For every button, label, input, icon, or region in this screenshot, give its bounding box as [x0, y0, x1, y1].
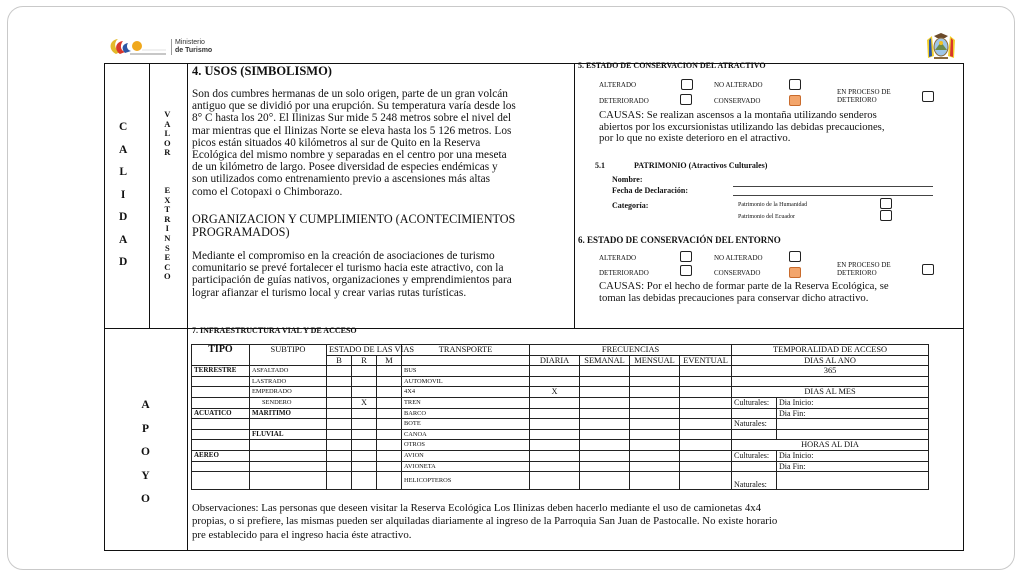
usos-line: 8° C hasta los 20°. El Ilinizas Sur mide 5 248 metros sobre el nivel del: [192, 112, 512, 125]
infraestructura-title: 7. INFRAESTRUCTURA VIAL Y DE ACCESO: [192, 326, 357, 335]
extrinseco-letter: E: [164, 252, 171, 263]
patrimonio-ecuador-checkbox[interactable]: [880, 210, 892, 221]
usos-paragraph: [192, 88, 516, 198]
coat-of-arms-icon: [924, 30, 958, 67]
causas-line: CAUSAS: Por el hecho de formar parte de la Reserva Ecológica, se: [599, 280, 889, 292]
infraestructura-table: [191, 344, 929, 490]
naturales-label: Naturales:: [732, 419, 777, 430]
dia-inicio-label: Dia Inicio:: [777, 397, 929, 408]
temporalidad-header: TEMPORALIDAD DE ACCESO: [732, 345, 929, 356]
ministry-emblem-icon: [106, 36, 168, 58]
apoyo-letter: Y: [141, 469, 150, 482]
organizacion-line: comunitario se prevé fortalecer el turismo hacia este atractivo, con la: [192, 262, 504, 275]
sendero-cell: SENDERO: [250, 397, 327, 408]
apoyo-letter: O: [141, 493, 150, 505]
usos-line: Son dos cumbres hermanas de un solo origen, parte de un gran volcán: [192, 88, 508, 100]
dias-al-mes-header: DIAS AL MES: [732, 387, 929, 398]
deteriorado-label: DETERIORADO: [599, 97, 649, 105]
valor-letter: V: [164, 109, 171, 119]
causas-line: por lo que no existe deterioro en el atractivo.: [599, 132, 791, 144]
barco-cell: BARCO: [402, 408, 530, 419]
patrimonio-title: PATRIMONIO (Atractivos Culturales): [634, 161, 768, 170]
ministry-name-line1: Ministerio: [175, 39, 205, 46]
dia-fin-label: Dia Fin:: [777, 461, 929, 472]
table-header-row: [192, 345, 929, 356]
alterado-label: ALTERADO: [599, 81, 637, 89]
entorno-en-proceso-label: [837, 261, 891, 277]
table-row: [192, 408, 929, 419]
categoria-label: Categoría:: [612, 201, 649, 210]
m-header: M: [377, 355, 402, 366]
entorno-conservado-checkbox[interactable]: [789, 267, 801, 278]
fluvial-cell: FLUVIAL: [250, 429, 327, 440]
apoyo-letter: A: [141, 399, 150, 411]
patrimonio-ecuador-label: Patrimonio del Ecuador: [738, 214, 795, 220]
causas-line: CAUSAS: Se realizan ascensos a la montaña utilizando senderos: [599, 109, 877, 121]
entorno-conservado-label: CONSERVADO: [714, 269, 761, 277]
causas-line: toman las debidas precauciones para conservar dicho atractivo.: [599, 291, 869, 304]
estado-vias-header: ESTADO DE LAS VIAS: [327, 345, 402, 356]
no-alterado-checkbox[interactable]: [789, 79, 801, 90]
tren-cell: TREN: [402, 397, 530, 408]
apoyo-letter: P: [141, 422, 149, 435]
bus-cell: BUS: [402, 366, 530, 377]
b-header: B: [327, 355, 352, 366]
valor-letter: A: [164, 118, 171, 129]
4x4-cell: 4X4: [402, 387, 530, 398]
acuatico-cell: ACUATICO: [192, 408, 250, 419]
table-row: [192, 429, 929, 440]
calidad-letter: L: [119, 166, 127, 178]
organizacion-line: participación de guías nativos, organizaciones y emprendimientos para: [192, 274, 512, 287]
empedrado-cell: EMPEDRADO: [250, 387, 327, 398]
estado-entorno-causas: [599, 281, 889, 304]
sendero-regular-x-mark: X: [352, 397, 377, 408]
observaciones-line: Observaciones: Las personas que deseen visitar la Reserva Ecológica Los Ilinizas deben hacerlo mediante el uso de camionetas 4x4: [192, 502, 762, 514]
avioneta-cell: AVIONETA: [402, 461, 530, 472]
entorno-alterado-checkbox[interactable]: [680, 251, 692, 262]
calidad-letter: A: [119, 233, 128, 246]
table-row: [192, 376, 929, 387]
patrimonio-humanidad-checkbox[interactable]: [880, 198, 892, 209]
transporte-header: TRANSPORTE: [402, 345, 530, 356]
en-proceso-line: EN PROCESO DE: [837, 261, 891, 269]
frecuencias-header: FRECUENCIAS: [530, 345, 732, 356]
organizacion-title: [192, 213, 515, 239]
extrinseco-letter: N: [164, 232, 171, 243]
dia-fin-label: Dia Fin:: [777, 408, 929, 419]
culturales-label: Culturales:: [732, 397, 777, 408]
naturales-label: Naturales:: [732, 472, 777, 490]
otros-cell: OTROS: [402, 440, 530, 451]
maritimo-cell: MARITIMO: [250, 408, 327, 419]
fecha-declaracion-label: Fecha de Declaración:: [612, 186, 688, 195]
table-row: [192, 419, 929, 430]
automovil-cell: AUTOMOVIL: [402, 376, 530, 387]
calidad-letter: D: [119, 256, 128, 268]
dias-al-ano-header: DIAS AL ANO: [732, 355, 929, 366]
en-proceso-label: [837, 88, 891, 104]
usos-line: son utilizados como entrenamiento previo a ascensiones más altas: [192, 173, 491, 186]
observaciones-paragraph: [192, 502, 777, 542]
observaciones-line: propias, o si prefiere, las mismas pueden ser alquiladas diariamente al ingreso de la Parroquia San Juan de Pastocalle. No existe horario: [192, 515, 778, 528]
calidad-letter: I: [120, 188, 126, 201]
patrimonio-number: 5.1: [595, 161, 605, 170]
extrinseco-letter: E: [164, 185, 171, 195]
dia-inicio-label: Dia Inicio:: [777, 450, 929, 461]
no-alterado-label: NO ALTERADO: [714, 81, 763, 89]
valor-vertical-label: [164, 110, 171, 158]
semanal-header: SEMANAL: [580, 355, 630, 366]
en-proceso-line: DETERIORO: [837, 96, 877, 104]
mensual-header: MENSUAL: [630, 355, 680, 366]
table-row: [192, 450, 929, 461]
calidad-letter: A: [119, 143, 128, 156]
lastrado-cell: LASTRADO: [250, 376, 327, 387]
diaria-header: DIARIA: [530, 355, 580, 366]
usos-line: de un kilómetro de largo. Posee diversidad de especies endémicas y: [192, 161, 498, 174]
causas-line: abiertos por los excursionistas utilizando las debidas precauciones,: [599, 120, 885, 133]
table-row: [192, 440, 929, 451]
entorno-deteriorado-label: DETERIORADO: [599, 269, 649, 277]
table-row: [192, 472, 929, 490]
organizacion-paragraph: [192, 250, 512, 299]
usos-line: antiguo que se dividió por una erupción. Su temperatura varía desde los: [192, 100, 516, 113]
usos-line: Ecológica del mismo nombre y separadas en el centro por una meseta: [192, 149, 507, 162]
table-cell: [402, 355, 530, 366]
ministry-logo: [106, 36, 212, 58]
terrestre-cell: TERRESTRE: [192, 366, 250, 377]
calidad-vertical-label: [119, 116, 127, 274]
valor-letter: R: [164, 147, 171, 158]
valor-letter: L: [164, 128, 171, 139]
inventory-form: [104, 63, 964, 551]
ministry-name-line2: de Turismo: [175, 47, 213, 54]
extrinseco-letter: X: [164, 194, 171, 205]
helicopteros-cell: HELICOPTEROS: [402, 472, 530, 490]
alterado-checkbox[interactable]: [681, 79, 693, 90]
table-row: [192, 366, 929, 377]
organizacion-title-line: ORGANIZACION Y CUMPLIMIENTO (ACONTECIMIENTOS: [192, 212, 516, 226]
usos-line: mar mientras que el Ilinizas Norte se eleva hasta los 5 126 metros. Los: [192, 124, 512, 137]
extrinseco-letter: I: [165, 223, 169, 234]
conservado-label: CONSERVADO: [714, 97, 761, 105]
entorno-deteriorado-checkbox[interactable]: [680, 265, 692, 276]
en-proceso-line: EN PROCESO DE: [837, 88, 891, 96]
subtipo-header: SUBTIPO: [250, 345, 327, 366]
avion-cell: AVION: [402, 450, 530, 461]
apoyo-letter: O: [141, 446, 150, 458]
estado-atractivo-title: 5. ESTADO DE CONSERVACION DEL ATRACTIVO: [578, 61, 766, 70]
valor-letter: O: [164, 137, 171, 148]
eventual-header: EVENTUAL: [680, 355, 732, 366]
patrimonio-humanidad-label: Patrimonio de la Humanidad: [738, 202, 808, 208]
usos-title: 4. USOS (SIMBOLISMO): [192, 64, 332, 78]
extrinseco-letter: O: [164, 271, 171, 282]
extrinseco-letter: S: [164, 242, 170, 253]
usos-line: picos están situados 40 kilómetros al sur de Quito en la Reserva: [192, 136, 481, 149]
entorno-en-proceso-checkbox[interactable]: [922, 264, 934, 275]
dias-al-ano-value: 365: [732, 366, 929, 377]
table-row: [192, 461, 929, 472]
horas-al-dia-header: HORAS AL DIA: [732, 440, 929, 451]
deteriorado-checkbox[interactable]: [680, 94, 692, 105]
extrinseco-vertical-label: [164, 186, 171, 282]
en-proceso-checkbox[interactable]: [922, 91, 934, 102]
entorno-alterado-label: ALTERADO: [599, 254, 637, 262]
usos-line: como el Cotopaxi o Chimborazo.: [192, 185, 343, 198]
canoa-cell: CANOA: [402, 429, 530, 440]
r-header: R: [352, 355, 377, 366]
organizacion-line: lograr afianzar el turismo local y crear varias rutas turísticas.: [192, 286, 467, 299]
conservado-checkbox[interactable]: [789, 95, 801, 106]
organizacion-line: Mediante el compromiso en la creación de asociaciones de turismo: [192, 250, 495, 262]
extrinseco-letter: R: [164, 213, 171, 224]
tipo-header: TIPO: [192, 345, 250, 366]
table-row: [192, 397, 929, 408]
apoyo-vertical-label: [141, 394, 150, 512]
calidad-letter: C: [119, 121, 128, 133]
en-proceso-line: DETERIORO: [837, 269, 877, 277]
entorno-no-alterado-label: NO ALTERADO: [714, 254, 763, 262]
entorno-no-alterado-checkbox[interactable]: [789, 251, 801, 262]
table-row: [192, 387, 929, 398]
estado-atractivo-causas: [599, 110, 885, 145]
extrinseco-letter: C: [164, 261, 171, 272]
asfaltado-cell: ASFALTADO: [250, 366, 327, 377]
aereo-cell: AEREO: [192, 450, 250, 461]
extrinseco-letter: T: [164, 204, 171, 215]
estado-entorno-title: 6. ESTADO DE CONSERVACIÓN DEL ENTORNO: [578, 235, 781, 245]
calidad-letter: D: [119, 211, 128, 223]
diaria-x-mark: X: [530, 387, 580, 398]
bote-cell: BOTE: [402, 419, 530, 430]
nombre-label: Nombre:: [612, 175, 643, 184]
organizacion-title-line: PROGRAMADOS): [192, 225, 290, 239]
observaciones-line: pre establecido para el ingreso hacia éste atractivo.: [192, 528, 412, 541]
culturales-label: Culturales:: [732, 450, 777, 461]
